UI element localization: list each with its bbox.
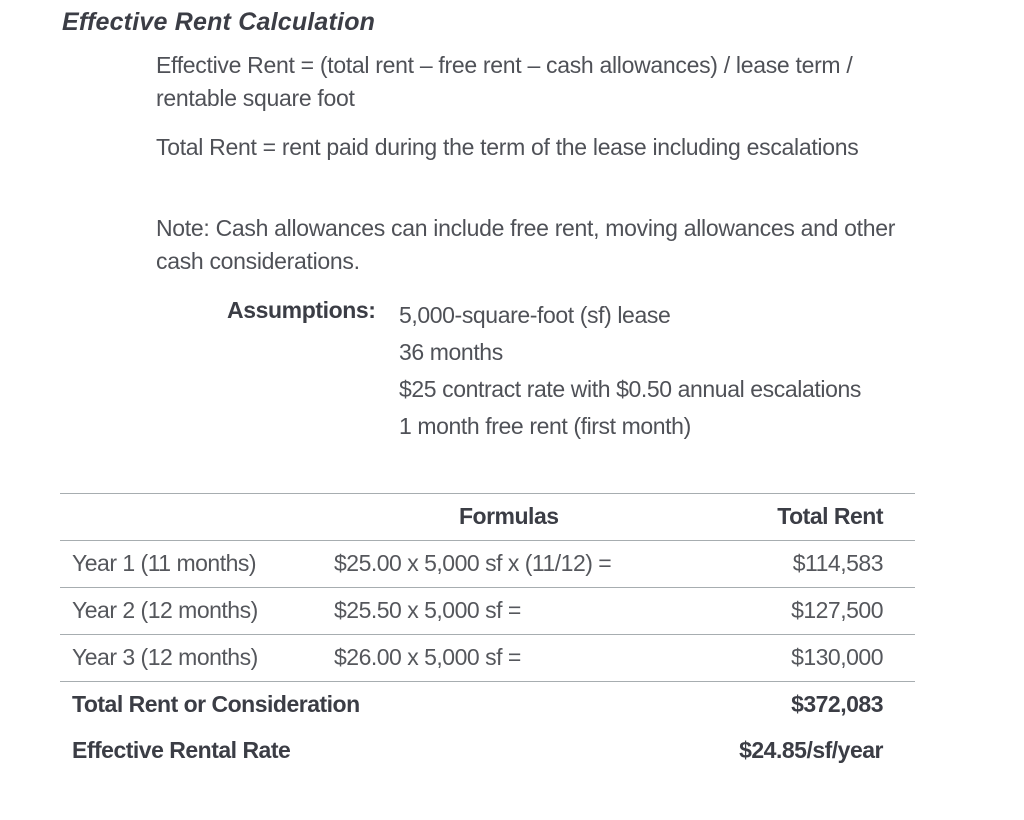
table-row (60, 635, 915, 681)
row-label: Year 1 (11 months) (72, 550, 257, 576)
summary-row-effective-rate (60, 728, 915, 774)
assumptions-label: Assumptions: (227, 297, 376, 323)
cash-allowance-note: Note: Cash allowances can include free rent, moving allowances and other cash considerations. (156, 215, 896, 274)
assumptions-list (399, 297, 861, 445)
effective-rent-definition: Effective Rent = (total rent – free rent – cash allowances) / lease term / rentable square foot (156, 52, 853, 111)
summary-value: $372,083 (791, 691, 883, 717)
summary-value: $24.85/sf/year (739, 737, 883, 763)
row-total: $114,583 (792, 550, 883, 576)
summary-row-total-consideration (60, 682, 915, 728)
total-rent-definition: Total Rent = rent paid during the term of the lease including escalations (156, 134, 859, 160)
table-header-row (60, 494, 915, 540)
row-total: $130,000 (791, 644, 883, 670)
row-label: Year 3 (12 months) (72, 644, 258, 670)
assumption-item: 5,000-square-foot (sf) lease (399, 302, 671, 328)
rent-calculation-table (60, 493, 915, 774)
row-formula: $26.00 x 5,000 sf = (334, 644, 521, 670)
row-formula: $25.00 x 5,000 sf x (11/12) = (334, 550, 612, 576)
header-formulas: Formulas (459, 503, 559, 529)
row-total: $127,500 (791, 597, 883, 623)
summary-label: Effective Rental Rate (72, 737, 291, 763)
row-label: Year 2 (12 months) (72, 597, 258, 623)
assumption-item: $25 contract rate with $0.50 annual escalations (399, 376, 861, 402)
assumption-item: 36 months (399, 339, 503, 365)
header-total-rent: Total Rent (777, 503, 883, 529)
row-formula: $25.50 x 5,000 sf = (334, 597, 521, 623)
document-title: Effective Rent Calculation (62, 8, 376, 36)
table-row (60, 541, 915, 587)
summary-label: Total Rent or Consideration (72, 691, 360, 717)
table-row (60, 588, 915, 634)
assumption-item: 1 month free rent (first month) (399, 413, 691, 439)
